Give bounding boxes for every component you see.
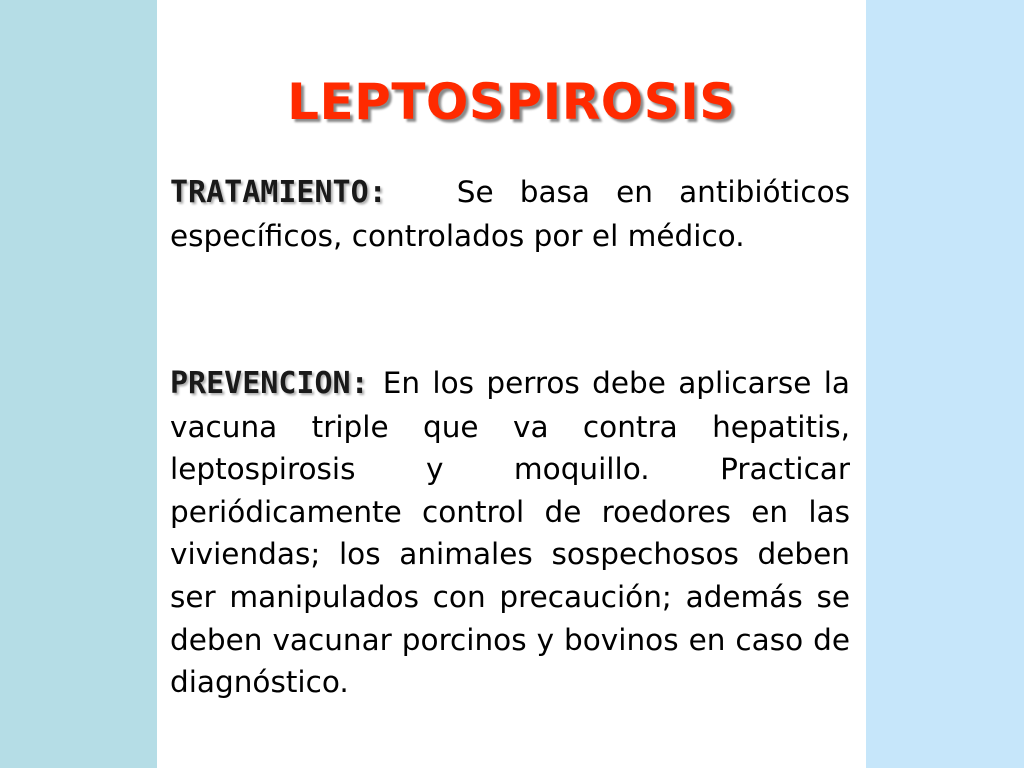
- slide-title: LEPTOSPIROSIS: [287, 73, 736, 131]
- tratamiento-text: Se basa en antibióticos específicos, controlados por el médico.: [170, 175, 850, 253]
- prevencion-paragraph: [170, 362, 850, 704]
- right-background-band: [866, 0, 1024, 768]
- tratamiento-paragraph: [170, 171, 850, 257]
- prevencion-text: En los perros debe aplicarse la vacuna triple que va contra hepatitis, leptospirosis y moquillo. Practicar periódicamente control de roedores en las viviendas; los animales sospechosos deben ser manipulados con precaución; además se deben vacunar porcinos y bovinos en caso de diagnóstico.: [170, 366, 850, 700]
- left-background-band: [0, 0, 157, 768]
- tratamiento-label: TRATAMIENTO:: [170, 175, 387, 210]
- slide-content-panel: [157, 0, 866, 768]
- prevencion-label: PREVENCION:: [170, 366, 369, 401]
